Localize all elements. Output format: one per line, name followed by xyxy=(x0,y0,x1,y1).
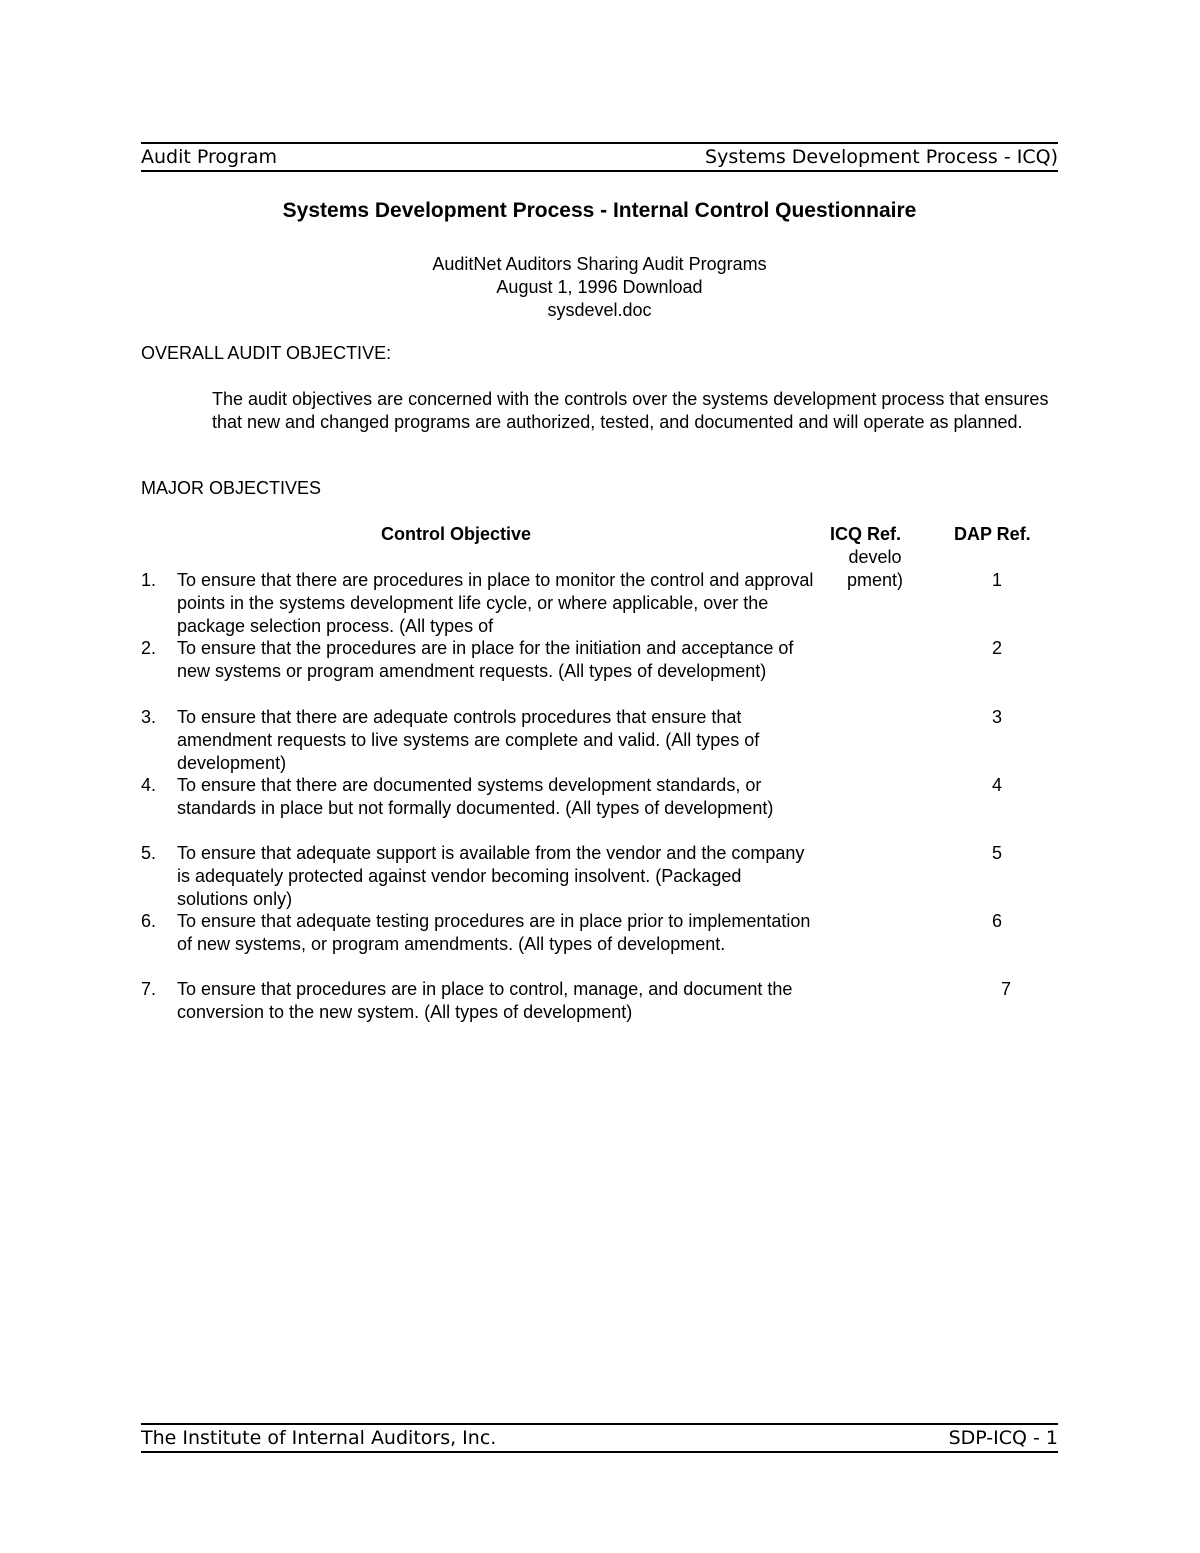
overall-objective-text: The audit objectives are concerned with the controls over the systems development process that ensures that new and changed programs are authorized, tested, and documented and will operate as planned. xyxy=(212,389,1049,432)
objective-dap-ref: 7 xyxy=(1000,979,1011,999)
objective-text: To ensure that procedures are in place to control, manage, and document the conversion to the new system. (All types of development) xyxy=(177,979,793,1022)
objective-dap-ref: 2 xyxy=(991,638,1002,658)
footer-page-number: SDP-ICQ - 1 xyxy=(948,1427,1058,1449)
header-left-text: Audit Program xyxy=(141,146,278,168)
objective-dap-ref: 5 xyxy=(991,843,1002,863)
objective-dap-ref: 1 xyxy=(991,570,1002,590)
objective-text: To ensure that adequate testing procedures are in place prior to implementation of new systems, or program amendments. (All types of development. xyxy=(177,911,811,954)
subinfo-source: AuditNet Auditors Sharing Audit Programs xyxy=(432,254,767,274)
objective-text: To ensure that the procedures are in place for the initiation and acceptance of new systems or program amendment requests. (All types of development) xyxy=(177,638,794,681)
objective-number: 1. xyxy=(141,570,157,590)
objective-number: 7. xyxy=(141,979,157,999)
document-title: Systems Development Process - Internal Control Questionnaire xyxy=(282,199,917,222)
page-footer xyxy=(141,1423,1058,1453)
column-header-control-objective: Control Objective xyxy=(381,524,532,544)
footer-left-text: The Institute of Internal Auditors, Inc. xyxy=(141,1427,497,1449)
objective-dap-ref: 6 xyxy=(991,911,1002,931)
objective-number: 3. xyxy=(141,707,157,727)
subinfo-date: August 1, 1996 Download xyxy=(496,277,703,297)
objective-number: 4. xyxy=(141,775,157,795)
major-objectives-heading: MAJOR OBJECTIVES xyxy=(141,478,322,498)
subinfo-filename: sysdevel.doc xyxy=(547,300,652,320)
overall-objective-heading: OVERALL AUDIT OBJECTIVE: xyxy=(141,343,392,363)
objective-number: 6. xyxy=(141,911,157,931)
objective-text: To ensure that there are procedures in place to monitor the control and approval points in the systems development life cycle, or where applicable, over the package selection process. (All types of xyxy=(177,570,814,636)
document-subinfo xyxy=(141,253,1058,322)
objective-number: 5. xyxy=(141,843,157,863)
column-header-dap-ref: DAP Ref. xyxy=(954,524,1031,544)
objective-text: To ensure that there are adequate controls procedures that ensure that amendment requests to live systems are complete and valid. (All types of development) xyxy=(177,707,760,773)
objective-number: 2. xyxy=(141,638,157,658)
icq-ref-note: develo pment) xyxy=(846,547,904,590)
header-right-text: Systems Development Process - ICQ) xyxy=(705,146,1058,168)
column-header-icq-ref: ICQ Ref. xyxy=(830,524,902,544)
page-header xyxy=(141,142,1058,172)
objective-text: To ensure that there are documented systems development standards, or standards in place but not formally documented. (All types of development) xyxy=(177,775,774,818)
objective-dap-ref: 3 xyxy=(991,707,1002,727)
objective-dap-ref: 4 xyxy=(991,775,1002,795)
objective-text: To ensure that adequate support is available from the vendor and the company is adequately protected against vendor becoming insolvent. (Packaged solutions only) xyxy=(177,843,805,909)
